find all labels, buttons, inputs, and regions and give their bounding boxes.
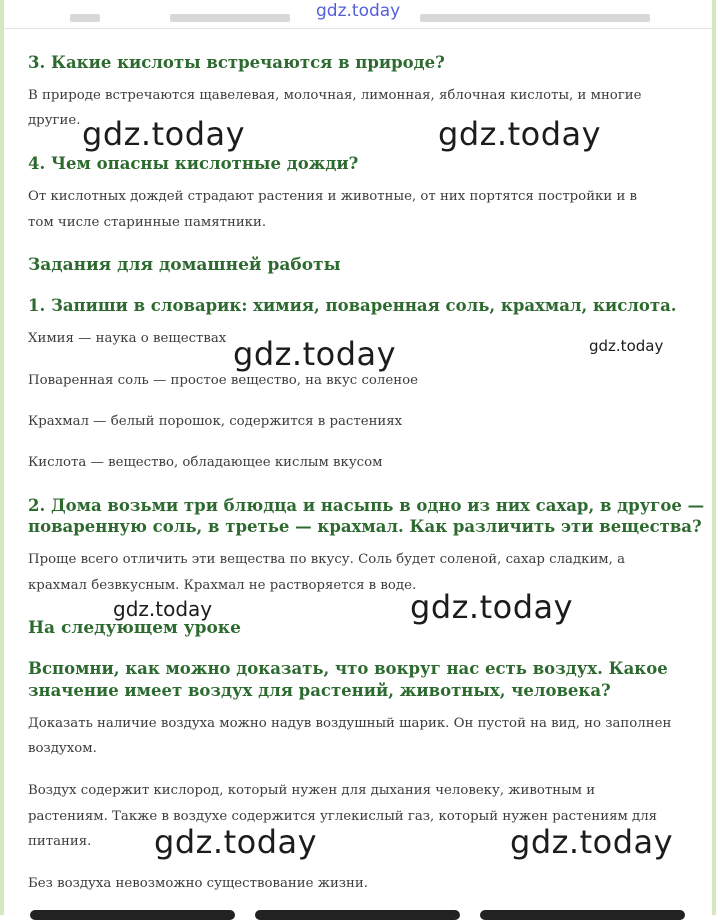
question-4-heading: 4. Чем опасны кислотные дожди? [28, 154, 359, 173]
recall-answer-line: Без воздуха невозможно существование жизни. [28, 876, 369, 891]
definition-acid: Кислота — вещество, обладающее кислым вкусом [28, 455, 383, 470]
watermark-logo: gdz.today [233, 335, 397, 373]
homework-1-heading: 1. Запиши в словарик: химия, поваренная соль, крахмал, кислота. [28, 296, 677, 315]
watermark-logo: gdz.today [82, 115, 246, 153]
nav-button[interactable] [480, 910, 685, 920]
page-frame-right [712, 0, 716, 915]
definition-salt: Поваренная соль — простое вещество, на вкус соленое [28, 373, 418, 388]
homework-2-heading-line: 2. Дома возьми три блюдца и насыпь в одно из них сахар, в другое — [28, 496, 705, 515]
next-lesson-heading: На следующем уроке [28, 618, 241, 638]
homework-heading: Задания для домашней работы [28, 255, 341, 275]
cut-off-text [70, 14, 100, 22]
recall-heading-line: Вспомни, как можно доказать, что вокруг нас есть воздух. Какое [28, 659, 668, 678]
page-frame-left [0, 0, 4, 915]
watermark-logo: gdz.today [438, 115, 602, 153]
recall-heading-line: значение имеет воздух для растений, животных, человека? [28, 681, 611, 700]
question-3-answer-line: другие. [28, 113, 81, 128]
watermark-logo: gdz.today [113, 597, 213, 621]
question-4-answer-line: том числе старинные памятники. [28, 215, 267, 230]
watermark-logo: gdz.today [589, 337, 664, 355]
question-3-heading: 3. Какие кислоты встречаются в природе? [28, 53, 445, 72]
definition-chemistry: Химия — наука о веществах [28, 331, 227, 346]
question-4-answer-line: От кислотных дождей страдают растения и животные, от них портятся постройки и в [28, 189, 638, 204]
recall-answer-line: Доказать наличие воздуха можно надув воздушный шарик. Он пустой на вид, но заполнен [28, 716, 672, 731]
nav-button[interactable] [255, 910, 460, 920]
recall-answer-line: питания. [28, 834, 92, 849]
watermark-logo: gdz.today [154, 823, 318, 861]
recall-answer-line: Воздух содержит кислород, который нужен для дыхания человеку, животным и [28, 783, 596, 798]
homework-2-heading-line: поваренную соль, в третье — крахмал. Как различить эти вещества? [28, 517, 702, 536]
watermark-logo: gdz.today [510, 823, 674, 861]
homework-2-answer-line: Проще всего отличить эти вещества по вкусу. Соль будет соленой, сахар сладким, а [28, 552, 626, 567]
homework-2-answer-line: крахмал безвкусным. Крахмал не растворяется в воде. [28, 578, 417, 593]
watermark-logo: gdz.today [316, 1, 401, 21]
cut-off-text [420, 14, 650, 22]
question-3-answer-line: В природе встречаются щавелевая, молочная, лимонная, яблочная кислоты, и многие [28, 88, 642, 103]
cut-off-text [170, 14, 290, 22]
recall-answer-line: воздухом. [28, 741, 97, 756]
recall-answer-line: растениям. Также в воздухе содержится углекислый газ, который нужен растениям для [28, 809, 658, 824]
watermark-logo: gdz.today [410, 588, 574, 626]
top-divider [4, 28, 712, 29]
nav-button[interactable] [30, 910, 235, 920]
definition-starch: Крахмал — белый порошок, содержится в растениях [28, 414, 403, 429]
